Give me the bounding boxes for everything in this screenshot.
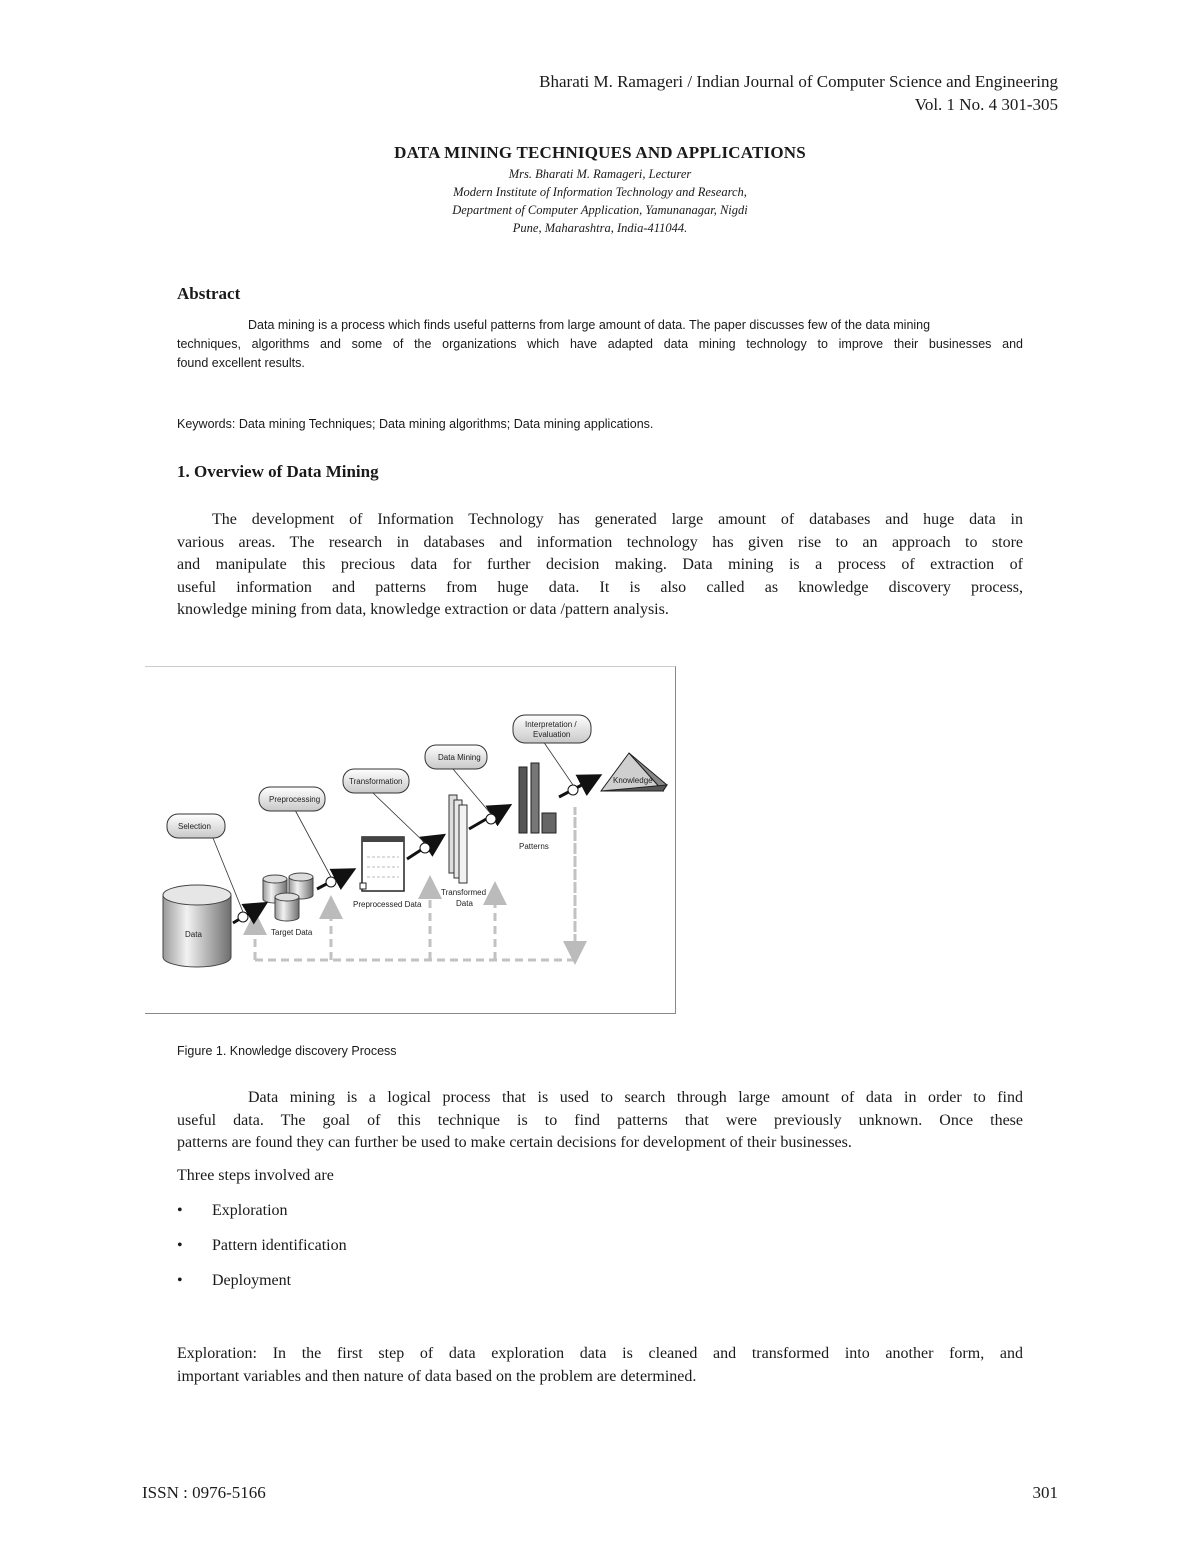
step-label: Selection xyxy=(178,822,211,831)
target-data-icon xyxy=(263,873,313,921)
step-transformation xyxy=(343,769,409,793)
knowledge-pyramid-icon xyxy=(601,753,667,791)
bullet-icon: • xyxy=(177,1272,183,1289)
footer-issn: ISSN : 0976-5166 xyxy=(142,1483,266,1502)
text-line: The development of Information Technology has generated large amount of databases and huge data in xyxy=(212,511,1023,528)
patterns-chart-icon xyxy=(519,763,556,833)
abstract-text xyxy=(177,316,1023,373)
step-label: Evaluation xyxy=(533,730,571,739)
step-label: Data Mining xyxy=(438,753,481,762)
abstract-heading: Abstract xyxy=(177,284,241,303)
paper-title: DATA MINING TECHNIQUES AND APPLICATIONS xyxy=(394,143,806,162)
bullet-icon: • xyxy=(177,1237,183,1254)
data-cylinder-icon xyxy=(163,885,231,967)
step-interpretation xyxy=(513,715,591,743)
bullet-item xyxy=(177,1237,347,1255)
kdd-process-figure xyxy=(145,666,676,1014)
paragraph-logical-process xyxy=(177,1087,1023,1155)
running-header-line2: Vol. 1 No. 4 301-305 xyxy=(914,95,1058,114)
paragraph-overview xyxy=(177,509,1023,622)
bullet-text: Pattern identification xyxy=(212,1237,347,1254)
bullet-item xyxy=(177,1272,291,1290)
text-line: patterns are found they can further be used to make certain decisions for development of their businesses. xyxy=(177,1134,852,1151)
label-preprocessed-data: Preprocessed Data xyxy=(353,900,422,909)
text-line: useful data. The goal of this technique is to find patterns that were previously unknown. Once these xyxy=(177,1111,1023,1129)
preprocessed-data-icon xyxy=(360,837,404,891)
label-knowledge: Knowledge xyxy=(613,776,653,785)
bullet-icon: • xyxy=(177,1202,183,1219)
paragraph-exploration xyxy=(177,1343,1023,1388)
bullet-item xyxy=(177,1202,288,1220)
section-heading: 1. Overview of Data Mining xyxy=(177,462,379,481)
author-line: Mrs. Bharati M. Ramageri, Lecturer xyxy=(508,167,692,181)
bullet-text: Deployment xyxy=(212,1272,292,1289)
label-data: Data xyxy=(185,930,202,939)
label-target-data: Target Data xyxy=(271,928,313,937)
transformed-data-icon xyxy=(449,795,467,883)
affiliation-line: Pune, Maharashtra, India-411044. xyxy=(512,221,688,235)
keywords: Keywords: Data mining Techniques; Data mining algorithms; Data mining applications. xyxy=(177,417,654,431)
abstract-line: Data mining is a process which finds useful patterns from large amount of data. The paper discusses few of the data mining xyxy=(248,318,931,332)
step-label: Interpretation / xyxy=(525,720,577,729)
label-transformed: Transformed xyxy=(441,888,487,897)
text-line: Data mining is a logical process that is used to search through large amount of data in order to find xyxy=(248,1089,1023,1106)
text-line: and manipulate this precious data for further decision making. Data mining is a process of extraction of xyxy=(177,556,1023,573)
step-selection xyxy=(167,814,225,838)
step-preprocessing xyxy=(259,787,325,811)
step-label: Transformation xyxy=(349,777,403,786)
text-line: useful information and patterns from huge data. It is also called as knowledge discovery process, xyxy=(177,578,1023,596)
affiliation-line: Department of Computer Application, Yamunanagar, Nigdi xyxy=(452,203,748,217)
affiliation-line: Modern Institute of Information Technology and Research, xyxy=(453,185,747,199)
label-patterns: Patterns xyxy=(519,842,549,851)
exploration-text: In the first step of data exploration data is cleaned and transformed into another form, and xyxy=(272,1345,1024,1362)
step-label: Preprocessing xyxy=(269,795,321,804)
exploration-label: Exploration: xyxy=(177,1345,257,1362)
text-line: various areas. The research in databases and information technology has given rise to an approach to store xyxy=(177,533,1023,551)
figure-caption: Figure 1. Knowledge discovery Process xyxy=(177,1044,397,1058)
abstract-line: techniques, algorithms and some of the organizations which have adapted data mining technology to improve their businesses and xyxy=(177,337,1023,351)
kdd-diagram xyxy=(145,667,675,1013)
bullet-text: Exploration xyxy=(212,1202,288,1219)
text-line: knowledge mining from data, knowledge extraction or data /pattern analysis. xyxy=(177,601,669,618)
page-number: 301 xyxy=(1032,1483,1058,1502)
text-line: important variables and then nature of data based on the problem are determined. xyxy=(177,1367,697,1385)
text-line xyxy=(177,1343,1023,1366)
step-data-mining xyxy=(425,745,487,769)
abstract-line: found excellent results. xyxy=(177,356,305,370)
running-header-line1: Bharati M. Ramageri / Indian Journal of Computer Science and Engineering xyxy=(539,72,1058,91)
steps-intro: Three steps involved are xyxy=(177,1167,334,1184)
label-transformed-data: Data xyxy=(456,899,473,908)
